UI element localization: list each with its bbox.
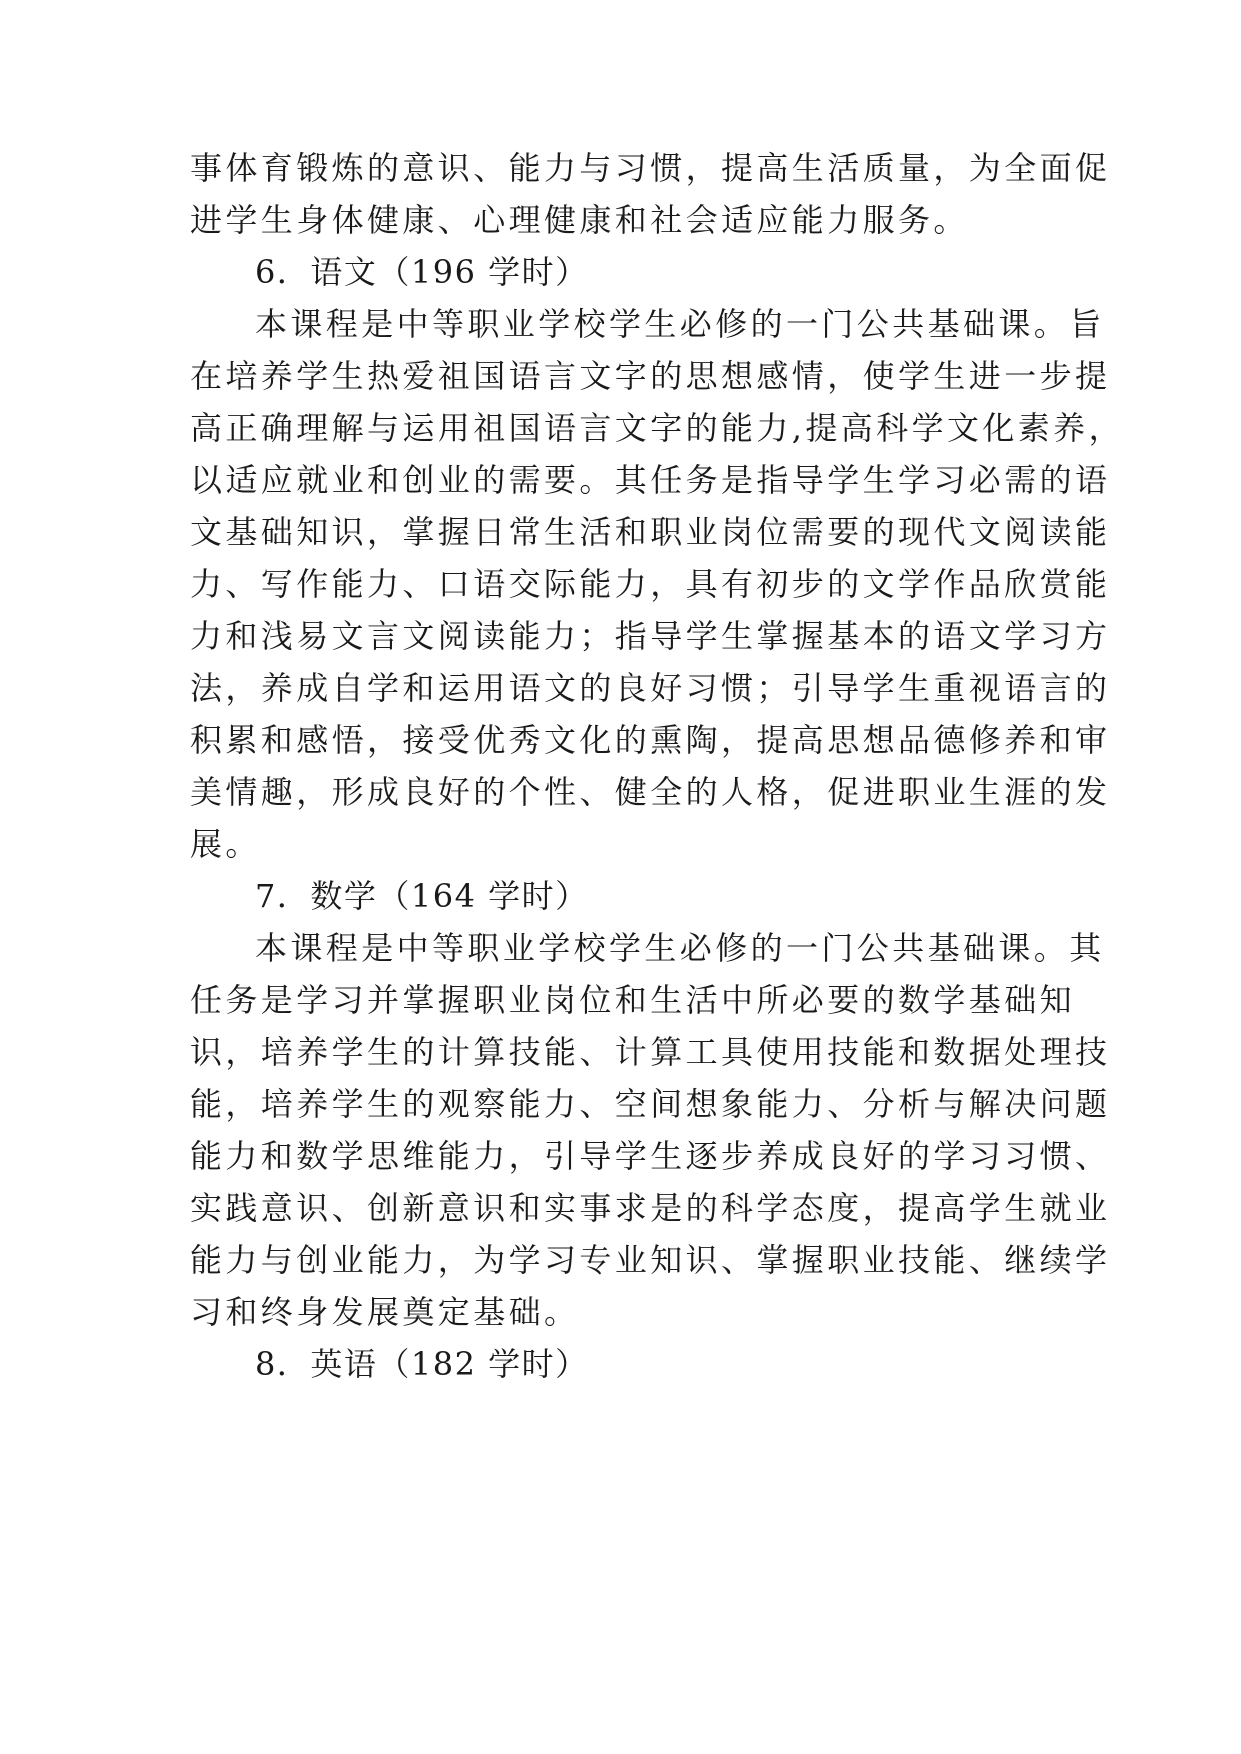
body-text-line: 识，培养学生的计算技能、计算工具使用技能和数据处理技	[190, 1033, 1111, 1071]
body-text-line: 本课程是中等职业学校学生必修的一门公共基础课。其	[255, 929, 1105, 967]
section-heading-chinese: 6．语文（196 学时）	[255, 253, 589, 291]
body-text-line: 积累和感悟，接受优秀文化的熏陶，提高思想品德修养和审	[190, 721, 1111, 759]
body-text-line: 实践意识、创新意识和实事求是的科学态度，提高学生就业	[190, 1189, 1111, 1227]
body-text-line: 能力与创业能力，为学习专业知识、掌握职业技能、继续学	[190, 1241, 1111, 1279]
body-text-line: 美情趣，形成良好的个性、健全的人格，促进职业生涯的发	[190, 773, 1111, 811]
body-text-line: 力和浅易文言文阅读能力；指导学生掌握基本的语文学习方	[190, 617, 1111, 655]
body-text-line: 文基础知识，掌握日常生活和职业岗位需要的现代文阅读能	[190, 513, 1111, 551]
body-text-line: 法，养成自学和运用语文的良好习惯；引导学生重视语言的	[190, 669, 1111, 707]
section-heading-math: 7．数学（164 学时）	[255, 877, 589, 915]
body-text-line: 以适应就业和创业的需要。其任务是指导学生学习必需的语	[190, 461, 1111, 499]
body-text-line: 事体育锻炼的意识、能力与习惯，提高生活质量，为全面促	[190, 149, 1111, 187]
body-text-line: 习和终身发展奠定基础。	[190, 1293, 580, 1331]
body-text-line: 进学生身体健康、心理健康和社会适应能力服务。	[190, 201, 969, 239]
body-text-line: 能，培养学生的观察能力、空间想象能力、分析与解决问题	[190, 1085, 1111, 1123]
body-text-line: 在培养学生热爱祖国语言文字的思想感情，使学生进一步提	[190, 357, 1111, 395]
section-heading-english: 8．英语（182 学时）	[255, 1345, 589, 1383]
body-text-line: 任务是学习并掌握职业岗位和生活中所必要的数学基础知	[190, 981, 1076, 1019]
body-text-line: 能力和数学思维能力，引导学生逐步养成良好的学习习惯、	[190, 1137, 1111, 1175]
body-text-line: 高正确理解与运用祖国语言文字的能力,提高科学文化素养，	[190, 409, 1124, 447]
body-text-line: 展。	[190, 825, 261, 863]
body-text-line: 力、写作能力、口语交际能力，具有初步的文学作品欣赏能	[190, 565, 1111, 603]
body-text-line: 本课程是中等职业学校学生必修的一门公共基础课。旨	[255, 305, 1105, 343]
